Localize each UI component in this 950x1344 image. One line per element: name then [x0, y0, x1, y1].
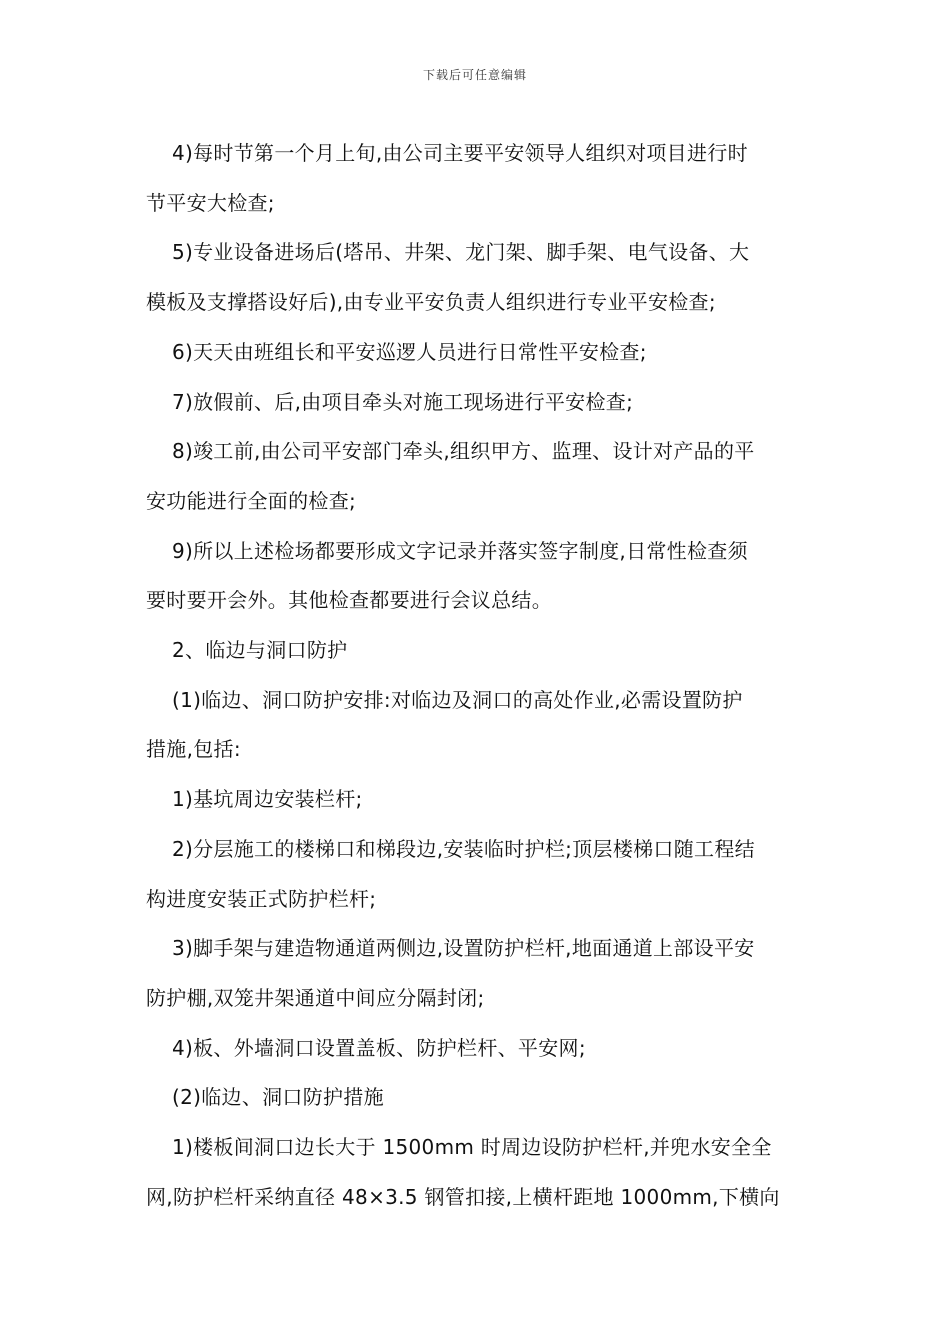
paragraph-item-8	[146, 427, 808, 526]
paragraph-subsection-2	[146, 1073, 808, 1123]
text-line: 节平安大检查;	[146, 190, 275, 215]
text-line: 1)楼板间洞口边长大于 1500mm 时周边设防护栏杆,并兜水安全全	[172, 1135, 772, 1160]
paragraph-item-2	[146, 825, 808, 924]
text-line: 4)每时节第一个月上旬,由公司主要平安领导人组织对项目进行时	[172, 141, 748, 165]
paragraph-subsection-1	[146, 676, 808, 775]
text-line: 8)竣工前,由公司平安部门牵头,组织甲方、监理、设计对产品的平	[172, 439, 755, 464]
text-line: 安功能进行全面的检查;	[146, 488, 357, 513]
text-line: 防护棚,双笼井架通道中间应分隔封闭;	[146, 985, 485, 1010]
text-line: 9)所以上述检场都要形成文字记录并落实签字制度,日常性检查须	[172, 538, 748, 563]
text-line: 5)专业设备进场后(塔吊、井架、龙门架、脚手架、电气设备、大	[172, 240, 750, 265]
text-line: 1)基坑周边安装栏杆;	[172, 787, 363, 812]
text-line: 7)放假前、后,由项目牵头对施工现场进行平安检查;	[172, 389, 634, 414]
paragraph-item-9	[146, 527, 808, 626]
text-line: 构进度安装正式防护栏杆;	[146, 886, 377, 911]
paragraph-item-6	[146, 328, 808, 378]
paragraph-item-1b	[146, 1123, 808, 1222]
text-line: 要时要开会外。其他检查都要进行会议总结。	[146, 588, 552, 613]
paragraph-item-4	[146, 129, 808, 228]
text-line: 网,防护栏杆采纳直径 48×3.5 钢管扣接,上横杆距地 1000mm,下横向	[146, 1184, 780, 1209]
text-line: 模板及支撑搭设好后),由专业平安负责人组织进行专业平安检查;	[146, 290, 716, 315]
text-line: (1)临边、洞口防护安排:对临边及洞口的高处作业,必需设置防护	[172, 687, 743, 712]
text-line: 措施,包括:	[146, 737, 241, 762]
paragraph-item-5	[146, 228, 808, 327]
text-line: 2、临边与洞口防护	[172, 638, 348, 663]
text-line: 3)脚手架与建造物通道两侧边,设置防护栏杆,地面通道上部设平安	[172, 936, 755, 961]
section-heading	[146, 626, 808, 676]
text-line: (2)临边、洞口防护措施	[172, 1085, 384, 1110]
text-line: 4)板、外墙洞口设置盖板、防护栏杆、平安网;	[172, 1035, 586, 1060]
text-line: 2)分层施工的楼梯口和梯段边,安装临时护栏;顶层楼梯口随工程结	[172, 836, 755, 861]
paragraph-item-1	[146, 775, 808, 825]
text-line: 6)天天由班组长和平安巡逻人员进行日常性平安检查;	[172, 339, 647, 364]
paragraph-item-4b	[146, 1024, 808, 1074]
paragraph-item-3	[146, 924, 808, 1023]
document-body	[146, 129, 808, 1222]
page-header-note: 下载后可任意编辑	[422, 68, 527, 82]
paragraph-item-7	[146, 378, 808, 428]
